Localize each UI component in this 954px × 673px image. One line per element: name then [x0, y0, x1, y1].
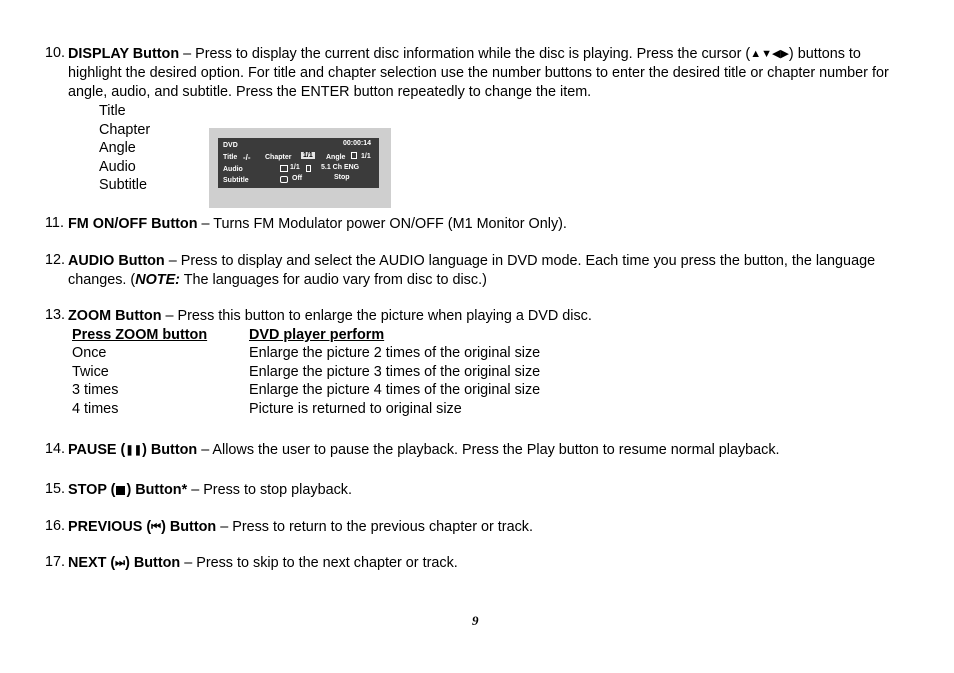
- item-10-desc-a: – Press to display the current disc information while the disc is playing. Press the cursor (: [179, 46, 751, 62]
- item-13-desc: – Press this button to enlarge the picture when playing a DVD disc.: [161, 308, 592, 324]
- item-17-desc: – Press to skip to the next chapter or track.: [180, 555, 458, 571]
- zoom-row-perform: Picture is returned to original size: [249, 401, 462, 417]
- osd-audio-format: 5.1 Ch ENG: [321, 164, 360, 171]
- zoom-table-header-perform: DVD player perform: [249, 327, 385, 343]
- stop-icon: [116, 486, 125, 495]
- item-17-text: [68, 554, 908, 573]
- note-label: NOTE:: [135, 272, 180, 289]
- item-12-text: [68, 252, 908, 290]
- item-10-number: 10.: [45, 45, 66, 61]
- item-16-number: 16.: [45, 518, 66, 534]
- zoom-row-perform: Enlarge the picture 4 times of the original size: [249, 382, 541, 398]
- option-audio: Audio: [99, 159, 136, 175]
- item-15-text: [68, 481, 908, 500]
- zoom-row-perform: Enlarge the picture 2 times of the original size: [249, 345, 541, 361]
- zoom-row-press: 4 times: [72, 401, 119, 417]
- osd-audio-label: Audio: [223, 166, 243, 173]
- item-13-text: [68, 307, 908, 326]
- item-17-title: NEXT (⏭) Button: [68, 555, 180, 571]
- osd-chapter-value: 1/1: [303, 152, 313, 159]
- item-13-title: ZOOM Button: [68, 308, 162, 324]
- item-11-number: 11.: [45, 215, 64, 231]
- pause-icon: ❚❚: [125, 445, 143, 456]
- item-14-text: [68, 441, 908, 460]
- osd-audio-track: 1/1: [290, 164, 300, 171]
- osd-angle-label: Angle: [326, 154, 346, 161]
- option-subtitle: Subtitle: [99, 177, 147, 193]
- item-11-desc: – Turns FM Modulator power ON/OFF (M1 Monitor Only).: [197, 216, 567, 232]
- item-11-text: [68, 215, 908, 234]
- osd-screen: [218, 138, 379, 188]
- item-13-number: 13.: [45, 307, 66, 323]
- item-14-desc: – Allows the user to pause the playback. Press the Play button to resume normal playback.: [197, 442, 780, 458]
- item-15-number: 15.: [45, 481, 66, 497]
- zoom-row-press: Once: [72, 345, 107, 361]
- zoom-row-perform: Enlarge the picture 3 times of the original size: [249, 364, 541, 380]
- option-title: Title: [99, 103, 126, 119]
- zoom-row-press: Twice: [72, 364, 109, 380]
- item-10-title: DISPLAY Button: [68, 46, 180, 62]
- item-15-title: STOP ( ) Button*: [68, 482, 188, 498]
- item-10-desc-b: ) buttons to highlight the desired option. For title and chapter selection use the number buttons to enter the desired title or chapter number for angle, audio, and subtitle. Press the ENTER button repeatedly to change the item.: [68, 46, 889, 101]
- osd-title-label: Title: [223, 154, 238, 161]
- item-12-title: AUDIO Button: [68, 253, 165, 269]
- cursor-arrows-icon: ▲▼◀▶: [750, 48, 789, 60]
- item-17-number: 17.: [45, 554, 66, 570]
- osd-angle-value: 1/1: [361, 153, 371, 160]
- note-text: The languages for audio vary from disc to disc.): [179, 272, 487, 289]
- osd-time: 00:00:14: [343, 140, 372, 147]
- item-16-text: [68, 518, 908, 537]
- osd-disc: DVD: [223, 142, 238, 149]
- item-16-title: PREVIOUS (⏮) Button: [68, 519, 216, 535]
- osd-title-value: -/-: [243, 153, 251, 162]
- next-icon: ⏭: [115, 557, 126, 569]
- osd-status: Stop: [334, 174, 350, 181]
- option-angle: Angle: [99, 140, 136, 156]
- previous-icon: ⏮: [151, 521, 162, 533]
- osd-subtitle-label: Subtitle: [223, 177, 249, 184]
- item-10-text: [68, 45, 908, 103]
- osd-chapter-label: Chapter: [265, 154, 292, 161]
- item-11-title: FM ON/OFF Button: [68, 216, 198, 232]
- zoom-row-press: 3 times: [72, 382, 119, 398]
- item-16-desc: – Press to return to the previous chapter or track.: [216, 519, 533, 535]
- page-number: 9: [472, 613, 479, 628]
- item-14-title: PAUSE (❚❚) Button: [68, 442, 197, 458]
- item-12-desc: – Press to display and select the AUDIO language in DVD mode. Each time you press the button, the language changes. (: [68, 253, 876, 289]
- osd-subtitle-value: Off: [292, 175, 303, 182]
- item-15-desc: – Press to stop playback.: [187, 482, 352, 498]
- option-chapter: Chapter: [99, 122, 151, 138]
- zoom-table-header-press: Press ZOOM button: [72, 327, 208, 343]
- item-14-number: 14.: [45, 441, 66, 457]
- item-12-number: 12.: [45, 252, 66, 268]
